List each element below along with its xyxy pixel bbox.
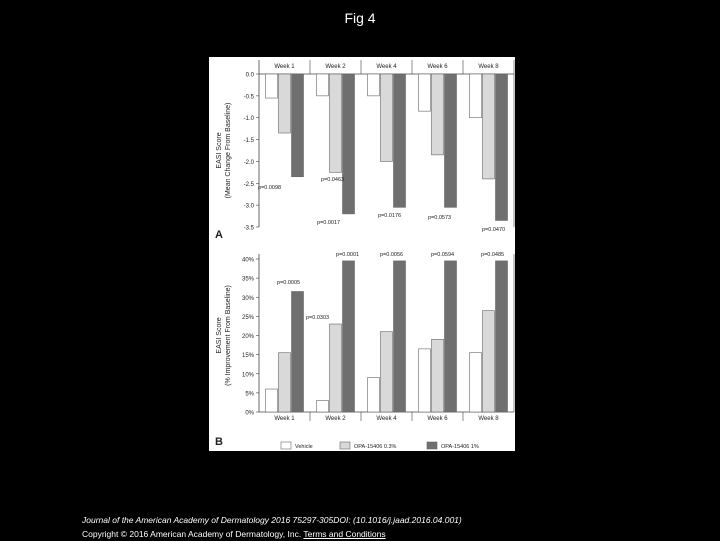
copyright-text: Copyright © 2016 American Academy of Dermatology, Inc. bbox=[82, 529, 302, 539]
a-ytick-label: -0.5 bbox=[243, 94, 254, 101]
b-bar bbox=[445, 261, 457, 412]
a-bar bbox=[381, 74, 393, 161]
b-bar bbox=[292, 292, 304, 412]
figure-title: Fig 4 bbox=[344, 10, 376, 26]
a-pvalue-label: p=0.0463 bbox=[321, 177, 345, 183]
a-panel-label: A bbox=[215, 229, 223, 241]
a-bar bbox=[330, 74, 342, 172]
terms-link[interactable]: Terms and Conditions bbox=[303, 529, 386, 539]
b-pvalue-label: p=0.0594 bbox=[431, 252, 455, 258]
b-ytick-label: 10% bbox=[241, 372, 254, 379]
b-pvalue-label: p=0.0303 bbox=[306, 315, 330, 321]
journal-citation: Journal of the American Academy of Dermatology 2016 75297-305DOI: (10.1016/j.jaad.2016.04.001) bbox=[82, 515, 462, 525]
a-ytick-label: -3.5 bbox=[243, 225, 254, 232]
b-bar bbox=[368, 378, 380, 412]
b-bar bbox=[330, 324, 342, 412]
a-bar bbox=[317, 74, 329, 96]
b-ylabel-line2: (% Improvement From Baseline) bbox=[225, 285, 232, 386]
b-category-label: Week 6 bbox=[427, 416, 448, 422]
b-ytick-label: 35% bbox=[241, 276, 254, 283]
a-bar bbox=[343, 74, 355, 214]
a-category-label: Week 4 bbox=[376, 64, 397, 70]
b-bar bbox=[496, 261, 508, 412]
a-ytick-label: -3.0 bbox=[243, 203, 254, 210]
legend-label: OPA-15406 1% bbox=[441, 444, 479, 450]
a-ytick-label: -2.0 bbox=[243, 159, 254, 166]
a-category-label: Week 1 bbox=[274, 64, 295, 70]
figure-panel bbox=[209, 57, 515, 451]
b-ytick-label: 20% bbox=[241, 334, 254, 340]
a-ytick-label: -1.5 bbox=[243, 138, 254, 145]
b-bar bbox=[470, 353, 482, 412]
a-bar bbox=[292, 74, 304, 177]
a-bar bbox=[496, 74, 508, 220]
b-bar bbox=[483, 311, 495, 412]
a-pvalue-label: p=0.0017 bbox=[317, 220, 341, 226]
a-bar bbox=[445, 74, 457, 207]
b-ylabel-line1: EASI Score bbox=[216, 317, 223, 354]
b-category-label: Week 2 bbox=[325, 416, 346, 422]
b-bar bbox=[343, 261, 355, 412]
a-pvalue-label: p=0.0470 bbox=[482, 227, 506, 233]
b-ytick-label: 5% bbox=[245, 391, 254, 398]
a-pvalue-label: p=0.0573 bbox=[428, 215, 452, 221]
a-category-label: Week 6 bbox=[427, 64, 448, 70]
b-bar bbox=[266, 389, 278, 412]
legend-swatch bbox=[281, 442, 291, 449]
a-ytick-label: -2.5 bbox=[243, 181, 254, 188]
a-bar bbox=[483, 74, 495, 179]
legend-swatch bbox=[340, 442, 350, 449]
b-pvalue-label: p=0.0005 bbox=[277, 280, 301, 286]
b-category-label: Week 4 bbox=[376, 416, 397, 422]
b-pvalue-label: p=0.0056 bbox=[380, 252, 404, 258]
b-bar bbox=[381, 332, 393, 412]
b-panel-label: B bbox=[215, 436, 223, 448]
legend-label: OPA-15406 0.3% bbox=[354, 444, 397, 450]
a-category-label: Week 8 bbox=[478, 64, 499, 70]
legend-label: Vehicle bbox=[295, 444, 313, 450]
a-bar bbox=[368, 74, 380, 96]
a-pvalue-label: p=0.0176 bbox=[378, 213, 402, 219]
a-pvalue-label: p=0.0098 bbox=[258, 185, 282, 191]
b-category-label: Week 1 bbox=[274, 416, 295, 422]
a-bar bbox=[419, 74, 431, 111]
b-pvalue-label: p=0.0001 bbox=[336, 252, 360, 258]
b-pvalue-label: p=0.0485 bbox=[481, 252, 505, 258]
b-ytick-label: 30% bbox=[241, 295, 254, 302]
legend-swatch bbox=[427, 442, 437, 449]
citation-footer bbox=[82, 513, 462, 541]
bar-charts bbox=[209, 57, 515, 451]
a-bar bbox=[394, 74, 406, 207]
b-bar bbox=[394, 261, 406, 412]
b-category-label: Week 8 bbox=[478, 416, 499, 422]
b-ytick-label: 15% bbox=[241, 353, 254, 360]
b-ytick-label: 0% bbox=[245, 410, 254, 417]
a-ytick-label: 0.0 bbox=[245, 72, 254, 79]
a-ylabel-line1: EASI Score bbox=[216, 132, 223, 169]
a-ylabel-line2: (Mean Change From Baseline) bbox=[225, 102, 232, 199]
a-bar bbox=[432, 74, 444, 155]
b-bar bbox=[419, 349, 431, 412]
a-bar bbox=[470, 74, 482, 118]
b-ytick-label: 25% bbox=[241, 314, 254, 321]
a-bar bbox=[279, 74, 291, 133]
b-bar bbox=[432, 339, 444, 412]
a-bar bbox=[266, 74, 278, 98]
b-ytick-label: 40% bbox=[241, 257, 254, 264]
b-bar bbox=[317, 401, 329, 412]
b-bar bbox=[279, 353, 291, 412]
a-category-label: Week 2 bbox=[325, 64, 346, 70]
a-ytick-label: -1.0 bbox=[243, 116, 254, 123]
